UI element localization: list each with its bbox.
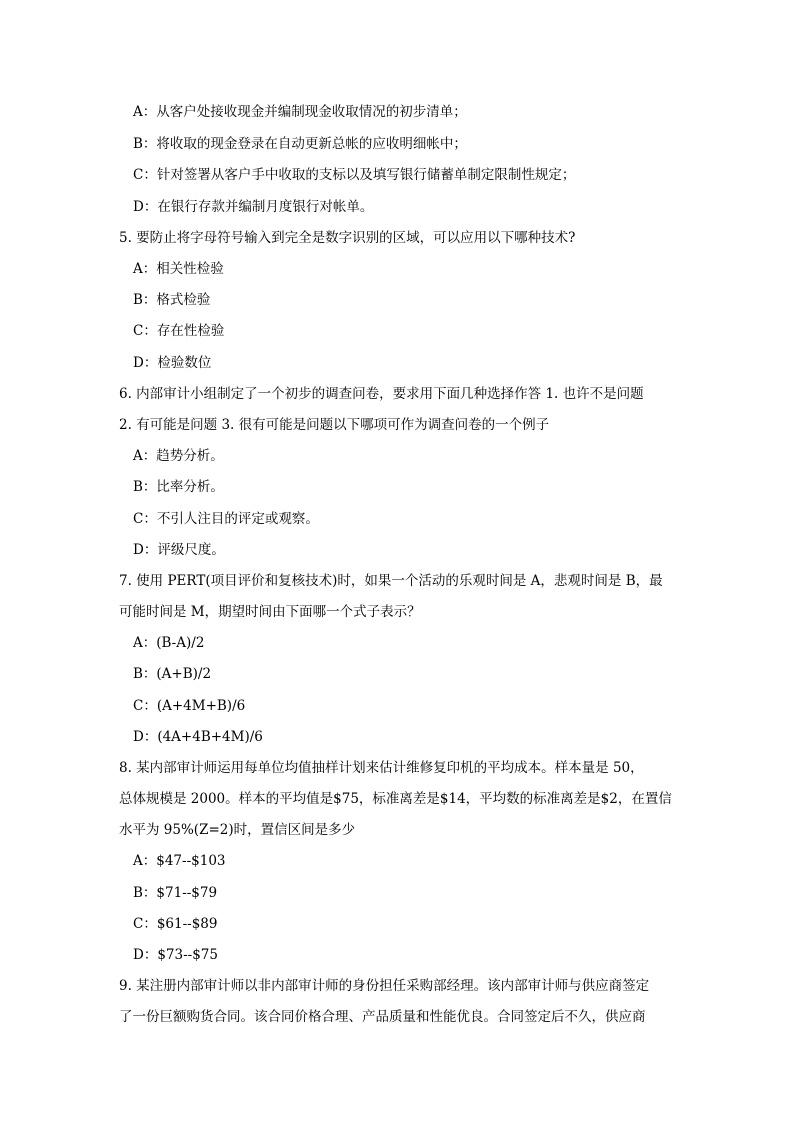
option-text: B：格式检验 xyxy=(133,292,211,308)
option-text: D：评级尺度。 xyxy=(133,542,225,558)
option-text: C：(A+4M+B)/6 xyxy=(133,698,246,714)
option-text: C：$61--$89 xyxy=(133,916,218,932)
option-text: C：不引人注目的评定或观察。 xyxy=(133,511,319,527)
question-text: 2. 有可能是问题 3. 很有可能是问题以下哪项可作为调查问卷的一个例子 xyxy=(119,417,550,433)
option-text: D：在银行存款并编制月度银行对帐单。 xyxy=(133,199,374,215)
option-text: A：(B-A)/2 xyxy=(133,635,205,651)
question-text: 可能时间是 M，期望时间由下面哪一个式子表示？ xyxy=(119,604,421,620)
option-text: B：将收取的现金登录在自动更新总帐的应收明细帐中； xyxy=(133,136,467,152)
option-text: D：(4A+4B+4M)/6 xyxy=(133,729,263,745)
option-text: B：$71--$79 xyxy=(133,885,218,901)
option-text: A：相关性检验 xyxy=(133,261,224,277)
question-text: 5. 要防止将字母符号输入到完全是数字识别的区域，可以应用以下哪种技术? xyxy=(119,230,576,246)
question-text: 6. 内部审计小组制定了一个初步的调查问卷，要求用下面几种选择作答 1. 也许不是问题 xyxy=(119,386,644,402)
option-text: A：$47--$103 xyxy=(133,853,226,869)
option-text: C：针对签署从客户手中收取的支标以及填写银行储蓄单制定限制性规定； xyxy=(133,167,576,183)
option-text: D：$73--$75 xyxy=(133,947,218,963)
option-text: A：从客户处接收现金并编制现金收取情况的初步清单； xyxy=(133,104,467,120)
option-text: D：检验数位 xyxy=(133,355,212,371)
question-text: 8. 某内部审计师运用每单位均值抽样计划来估计维修复印机的平均成本。样本量是 50， xyxy=(119,760,644,776)
question-text: 总体规模是 2000。样本的平均值是$75，标准离差是$14，平均数的标准离差是$2，在置信 xyxy=(119,791,672,807)
option-text: A：趋势分析。 xyxy=(133,448,224,464)
question-text: 9. 某注册内部审计师以非内部审计师的身份担任采购部经理。该内部审计师与供应商签定 xyxy=(119,978,650,994)
option-text: B：比率分析。 xyxy=(133,479,224,495)
option-text: B：(A+B)/2 xyxy=(133,666,212,682)
option-text: C：存在性检验 xyxy=(133,323,225,339)
question-text: 水平为 95%(Z=2)时，置信区间是多少 xyxy=(119,822,356,838)
question-text: 7. 使用 PERT(项目评价和复核技术)时，如果一个活动的乐观时间是 A，悲观时间是 B，最 xyxy=(119,573,663,589)
question-text: 了一份巨额购货合同。该合同价格合理、产品质量和性能优良。合同签定后不久，供应商 xyxy=(119,1009,646,1025)
